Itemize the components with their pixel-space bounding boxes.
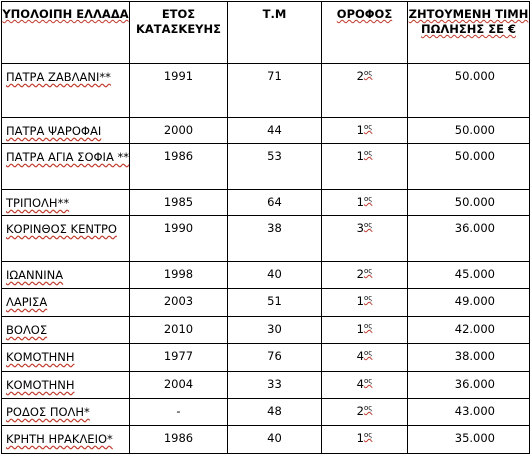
cell-location: ΙΩΑΝΝΙΝΑ [2, 262, 130, 289]
floor-suffix: ος [363, 195, 373, 203]
floor-suffix: ος [363, 349, 373, 357]
table-row [2, 262, 530, 289]
floor-suffix: ος [363, 69, 373, 77]
cell-location: ΠΑΤΡΑ ΖΑΒΛΑΝΙ** [2, 64, 130, 118]
header-floor: ΟΡΟΦΟΣ [322, 2, 408, 64]
cell-floor [322, 190, 408, 216]
header-year: ΕΤΟΣ ΚΑΤΑΣΚΕΥΗΣ [130, 2, 228, 64]
cell-price: 38.000 [408, 344, 530, 372]
cell-year: 1986 [130, 426, 228, 454]
floor-number: 1 [356, 195, 364, 209]
cell-area: 71 [228, 64, 322, 118]
cell-area: 30 [228, 317, 322, 344]
cell-year: 1998 [130, 262, 228, 289]
header-area: Τ.Μ [228, 2, 322, 64]
cell-location: ΒΟΛΟΣ [2, 317, 130, 344]
table-row [2, 118, 530, 144]
cell-year: 2010 [130, 317, 228, 344]
cell-location: ΛΑΡΙΣΑ [2, 289, 130, 317]
cell-price: 42.000 [408, 317, 530, 344]
cell-price: 50.000 [408, 144, 530, 190]
cell-floor [322, 118, 408, 144]
cell-floor [322, 317, 408, 344]
cell-year: - [130, 399, 228, 426]
table-row [2, 289, 530, 317]
cell-price: 43.000 [408, 399, 530, 426]
cell-price: 50.000 [408, 190, 530, 216]
cell-floor [322, 216, 408, 262]
cell-area: 40 [228, 426, 322, 454]
cell-floor [322, 399, 408, 426]
floor-suffix: ος [363, 377, 373, 385]
cell-year: 1977 [130, 344, 228, 372]
cell-floor [322, 64, 408, 118]
floor-number: 2 [356, 267, 364, 281]
table-row [2, 399, 530, 426]
cell-floor [322, 289, 408, 317]
floor-suffix: ος [363, 404, 373, 412]
cell-location: ΚΟΜΟΤΗΝΗ [2, 344, 130, 372]
floor-suffix: ος [363, 267, 373, 275]
cell-area: 76 [228, 344, 322, 372]
floor-suffix: ος [363, 322, 373, 330]
cell-year: 2000 [130, 118, 228, 144]
table-row [2, 216, 530, 262]
table-body [2, 64, 530, 454]
cell-location: ΠΑΤΡΑ ΨΑΡΟΦΑΙ [2, 118, 130, 144]
cell-year: 2003 [130, 289, 228, 317]
cell-price: 35.000 [408, 426, 530, 454]
cell-price: 50.000 [408, 64, 530, 118]
property-table [1, 1, 530, 454]
table-row [2, 344, 530, 372]
cell-year: 1990 [130, 216, 228, 262]
cell-floor [322, 426, 408, 454]
cell-location: ΤΡΙΠΟΛΗ** [2, 190, 130, 216]
floor-number: 1 [356, 123, 364, 137]
cell-area: 48 [228, 399, 322, 426]
floor-number: 1 [356, 431, 364, 445]
floor-suffix: ος [363, 149, 373, 157]
cell-area: 64 [228, 190, 322, 216]
floor-number: 4 [356, 377, 364, 391]
floor-suffix: ος [363, 294, 373, 302]
cell-area: 44 [228, 118, 322, 144]
cell-year: 1985 [130, 190, 228, 216]
floor-suffix: ος [363, 431, 373, 439]
floor-suffix: ος [363, 123, 373, 131]
cell-price: 45.000 [408, 262, 530, 289]
floor-number: 1 [356, 322, 364, 336]
cell-area: 51 [228, 289, 322, 317]
cell-floor [322, 372, 408, 399]
cell-price: 49.000 [408, 289, 530, 317]
table-row [2, 144, 530, 190]
cell-year: 1986 [130, 144, 228, 190]
floor-number: 2 [356, 404, 364, 418]
cell-floor [322, 344, 408, 372]
floor-number: 3 [356, 221, 364, 235]
header-price: ΖΗΤΟΥΜΕΝΗ ΤΙΜΗ ΠΩΛΗΣΗΣ ΣΕ € [408, 2, 530, 64]
cell-location: ΠΑΤΡΑ ΑΓΙΑ ΣΟΦΙΑ ** [2, 144, 130, 190]
cell-year: 1991 [130, 64, 228, 118]
floor-number: 1 [356, 149, 364, 163]
header-row [2, 2, 530, 64]
header-location: ΥΠΟΛΟΙΠΗ ΕΛΛΑΔΑ [2, 2, 130, 64]
floor-number: 1 [356, 294, 364, 308]
cell-location: ΡΟΔΟΣ ΠΟΛΗ* [2, 399, 130, 426]
cell-area: 38 [228, 216, 322, 262]
cell-location: ΚΡΗΤΗ ΗΡΑΚΛΕΙΟ* [2, 426, 130, 454]
table-row [2, 64, 530, 118]
cell-price: 36.000 [408, 216, 530, 262]
table-row [2, 426, 530, 454]
floor-number: 2 [356, 69, 364, 83]
cell-location: ΚΟΜΟΤΗΝΗ [2, 372, 130, 399]
table-row [2, 190, 530, 216]
cell-area: 40 [228, 262, 322, 289]
cell-price: 36.000 [408, 372, 530, 399]
cell-floor [322, 144, 408, 190]
cell-floor [322, 262, 408, 289]
cell-area: 53 [228, 144, 322, 190]
cell-year: 2004 [130, 372, 228, 399]
floor-suffix: ος [363, 221, 373, 229]
table-row [2, 317, 530, 344]
cell-location: ΚΟΡΙΝΘΟΣ ΚΕΝΤΡΟ [2, 216, 130, 262]
table-row [2, 372, 530, 399]
cell-price: 50.000 [408, 118, 530, 144]
cell-area: 33 [228, 372, 322, 399]
floor-number: 4 [356, 349, 364, 363]
